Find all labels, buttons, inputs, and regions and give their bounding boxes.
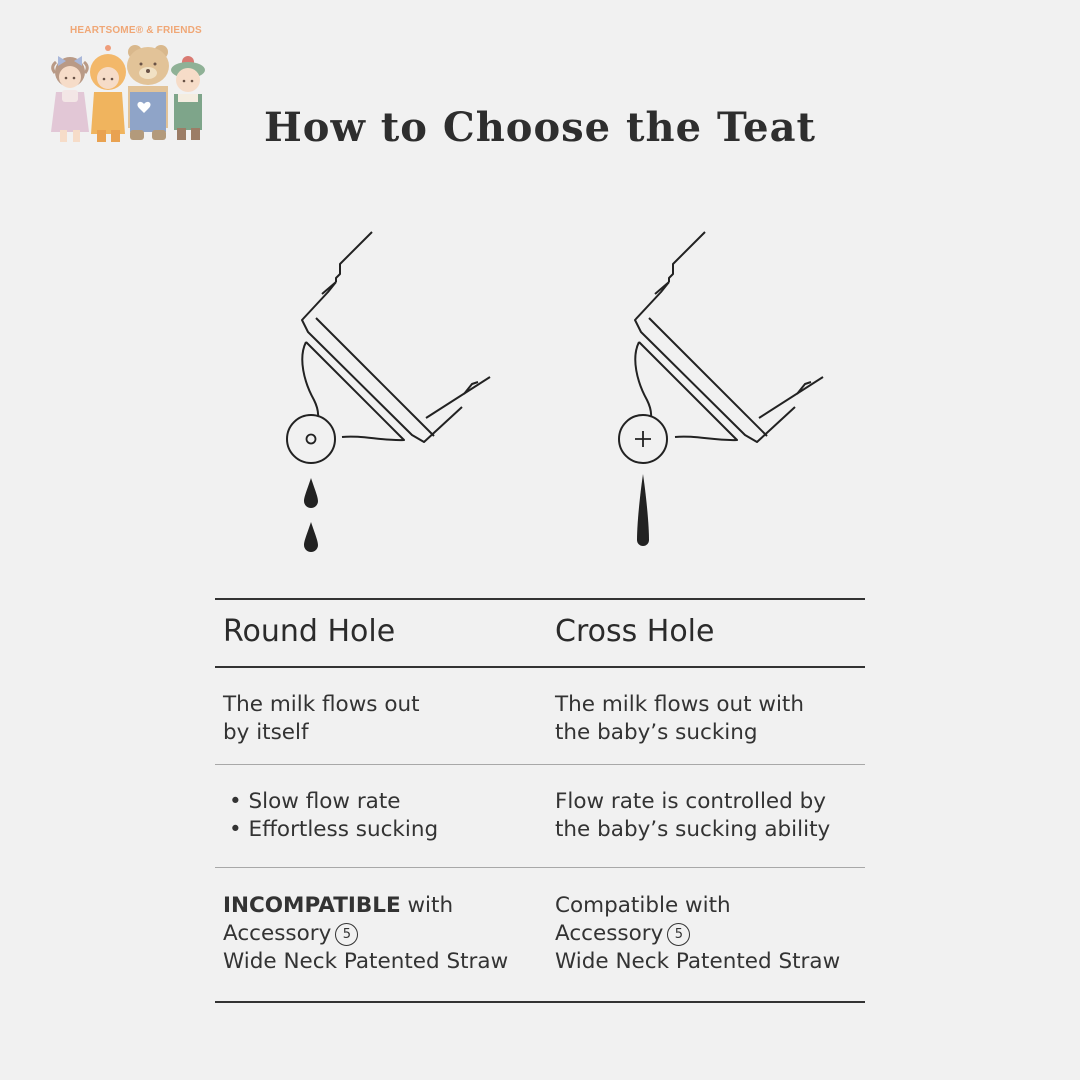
cell-text: with — [400, 893, 454, 918]
accessory-number-badge: 5 — [335, 923, 358, 946]
cross-hole-compat-cell — [548, 868, 865, 1001]
cell-line: by itself — [223, 720, 309, 745]
milk-drops-icon — [304, 478, 318, 552]
cross-hole-teat-illustration — [595, 222, 835, 567]
cell-line — [555, 920, 865, 948]
accessory-label: Accessory — [223, 921, 332, 946]
cell-line: The milk flows out with — [555, 692, 804, 717]
cell-line: Compatible with — [555, 893, 731, 918]
round-hole-rate-cell — [215, 765, 548, 867]
accessory-label: Accessory — [555, 921, 664, 946]
bullet-item: • Slow flow rate — [229, 789, 401, 814]
column-header-round-hole: Round Hole — [223, 614, 396, 649]
table-header-row — [215, 600, 865, 666]
cell-line: Wide Neck Patented Straw — [223, 949, 509, 974]
round-hole-teat-illustration — [262, 222, 502, 567]
bullet-item: • Effortless sucking — [229, 817, 439, 842]
column-header-cross-hole: Cross Hole — [555, 614, 715, 649]
round-hole-icon — [287, 415, 335, 463]
cross-hole-rate-cell — [548, 765, 865, 867]
cell-line: The milk flows out — [223, 692, 420, 717]
cell-line — [223, 920, 548, 948]
cell-line: Flow rate is controlled by — [555, 789, 827, 814]
brand-logo-text: HEARTSOME® & FRIENDS — [70, 25, 202, 36]
cell-line: the baby’s sucking ability — [555, 817, 831, 842]
cross-hole-icon — [619, 415, 667, 463]
table-row — [215, 765, 865, 867]
round-hole-compat-cell — [215, 868, 548, 1001]
bottle-icon — [635, 232, 823, 442]
milk-stream-icon — [637, 474, 649, 546]
incompatible-label: INCOMPATIBLE — [223, 893, 401, 918]
bottle-icon — [302, 232, 490, 442]
cross-hole-flow-cell — [548, 668, 865, 764]
cell-line — [223, 892, 548, 920]
cell-line: the baby’s sucking — [555, 720, 758, 745]
round-hole-flow-cell — [215, 668, 548, 764]
table-row — [215, 668, 865, 764]
cell-line: Wide Neck Patented Straw — [555, 949, 841, 974]
comparison-table — [215, 598, 865, 1003]
table-row — [215, 868, 865, 1001]
page-title: How to Choose the Teat — [263, 104, 817, 151]
table-bottom-rule — [215, 1001, 865, 1003]
accessory-number-badge: 5 — [667, 923, 690, 946]
